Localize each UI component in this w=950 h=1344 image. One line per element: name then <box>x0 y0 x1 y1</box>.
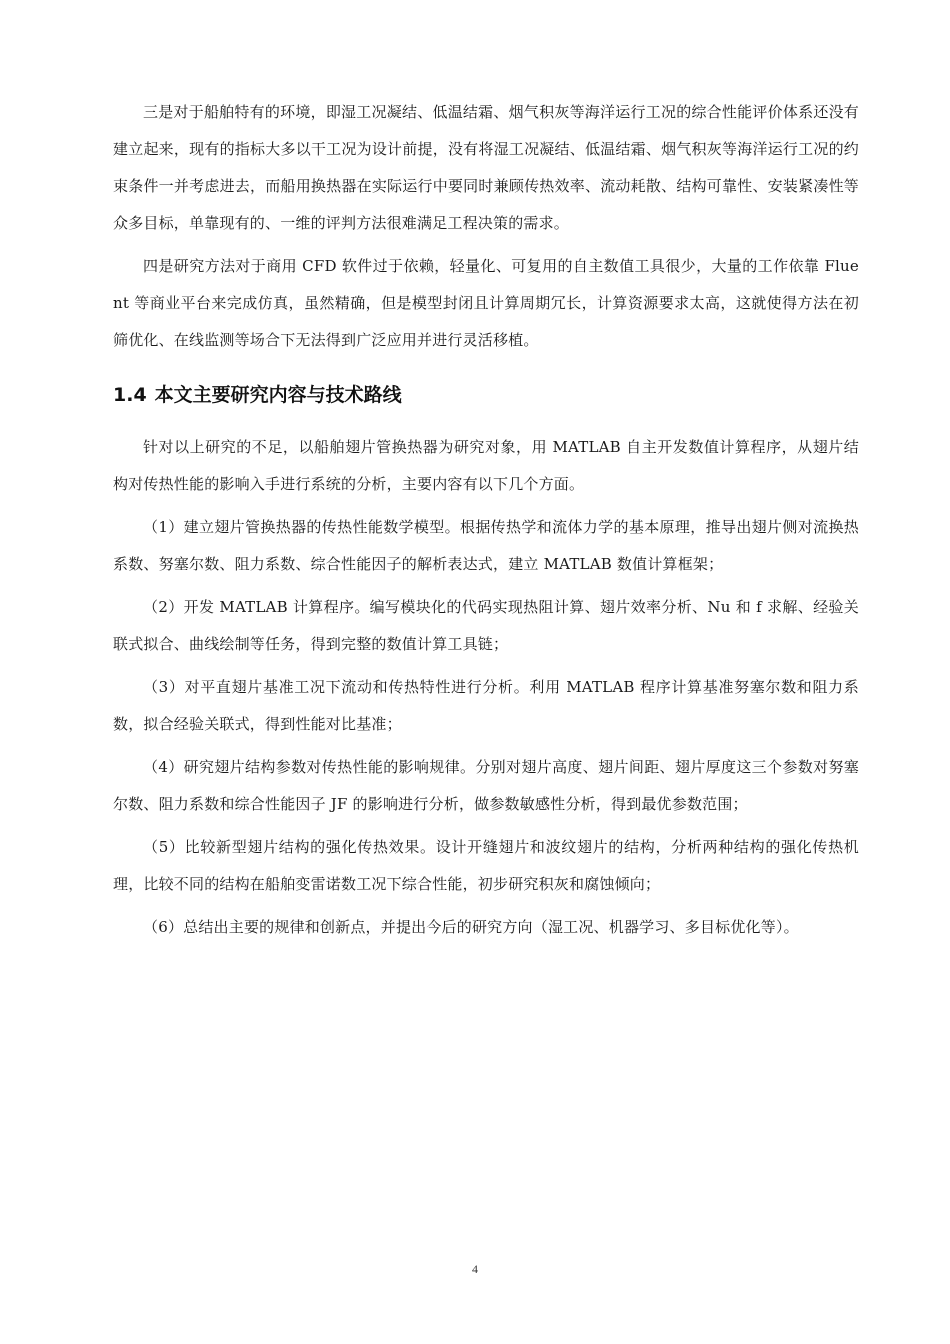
section-heading <box>113 381 859 409</box>
list-item-1: （1）建立翅片管换热器的传热性能数学模型。根据传热学和流体力学的基本原理，推导出翅片侧对流换热系数、努塞尔数、阻力系数、综合性能因子的解析表达式，建立 MATLAB 数值计算框架； <box>113 518 859 573</box>
page-number: 4 <box>472 1262 478 1276</box>
list-item-2: （2）开发 MATLAB 计算程序。编写模块化的代码实现热阻计算、翅片效率分析、Nu 和 f 求解、经验关联式拟合、曲线绘制等任务，得到完整的数值计算工具链； <box>113 598 859 653</box>
list-item-6: （6）总结出主要的规律和创新点，并提出今后的研究方向（湿工况、机器学习、多目标优化等）。 <box>143 918 799 936</box>
list-item-3: （3）对平直翅片基准工况下流动和传热特性进行分析。利用 MATLAB 程序计算基准努塞尔数和阻力系数，拟合经验关联式，得到性能对比基准； <box>113 678 859 733</box>
paragraph-three: 三是对于船舶特有的环境，即湿工况凝结、低温结霜、烟气积灰等海洋运行工况的综合性能评价体系还没有建立起来，现有的指标大多以干工况为设计前提，没有将湿工况凝结、低温结霜、烟气积灰等海洋运行工况的约束条件一并考虑进去，而船用换热器在实际运行中要同时兼顾传热效率、流动耗散、结构可靠性、安装紧凑性等众多目标，单靠现有的、一维的评判方法很难满足工程决策的需求。 <box>113 103 859 232</box>
section-title: 本文主要研究内容与技术路线 <box>154 384 402 406</box>
list-item-4: （4）研究翅片结构参数对传热性能的影响规律。分别对翅片高度、翅片间距、翅片厚度这三个参数对努塞尔数、阻力系数和综合性能因子 JF 的影响进行分析，做参数敏感性分析，得到最优参数范围； <box>113 758 859 813</box>
section-number: 1.4 <box>113 384 147 406</box>
paragraph-four: 四是研究方法对于商用 CFD 软件过于依赖，轻量化、可复用的自主数值工具很少，大量的工作依靠 Fluent 等商业平台来完成仿真，虽然精确，但是模型封闭且计算周期冗长，计算资源要求太高，这就使得方法在初筛优化、在线监测等场合下无法得到广泛应用并进行灵活移植。 <box>113 257 859 349</box>
list-item-5: （5）比较新型翅片结构的强化传热效果。设计开缝翅片和波纹翅片的结构，分析两种结构的强化传热机理，比较不同的结构在船舶变雷诺数工况下综合性能，初步研究积灰和腐蚀倾向； <box>113 838 859 893</box>
intro-paragraph: 针对以上研究的不足，以船舶翅片管换热器为研究对象，用 MATLAB 自主开发数值计算程序，从翅片结构对传热性能的影响入手进行系统的分析，主要内容有以下几个方面。 <box>113 438 859 493</box>
page-content <box>113 94 859 952</box>
